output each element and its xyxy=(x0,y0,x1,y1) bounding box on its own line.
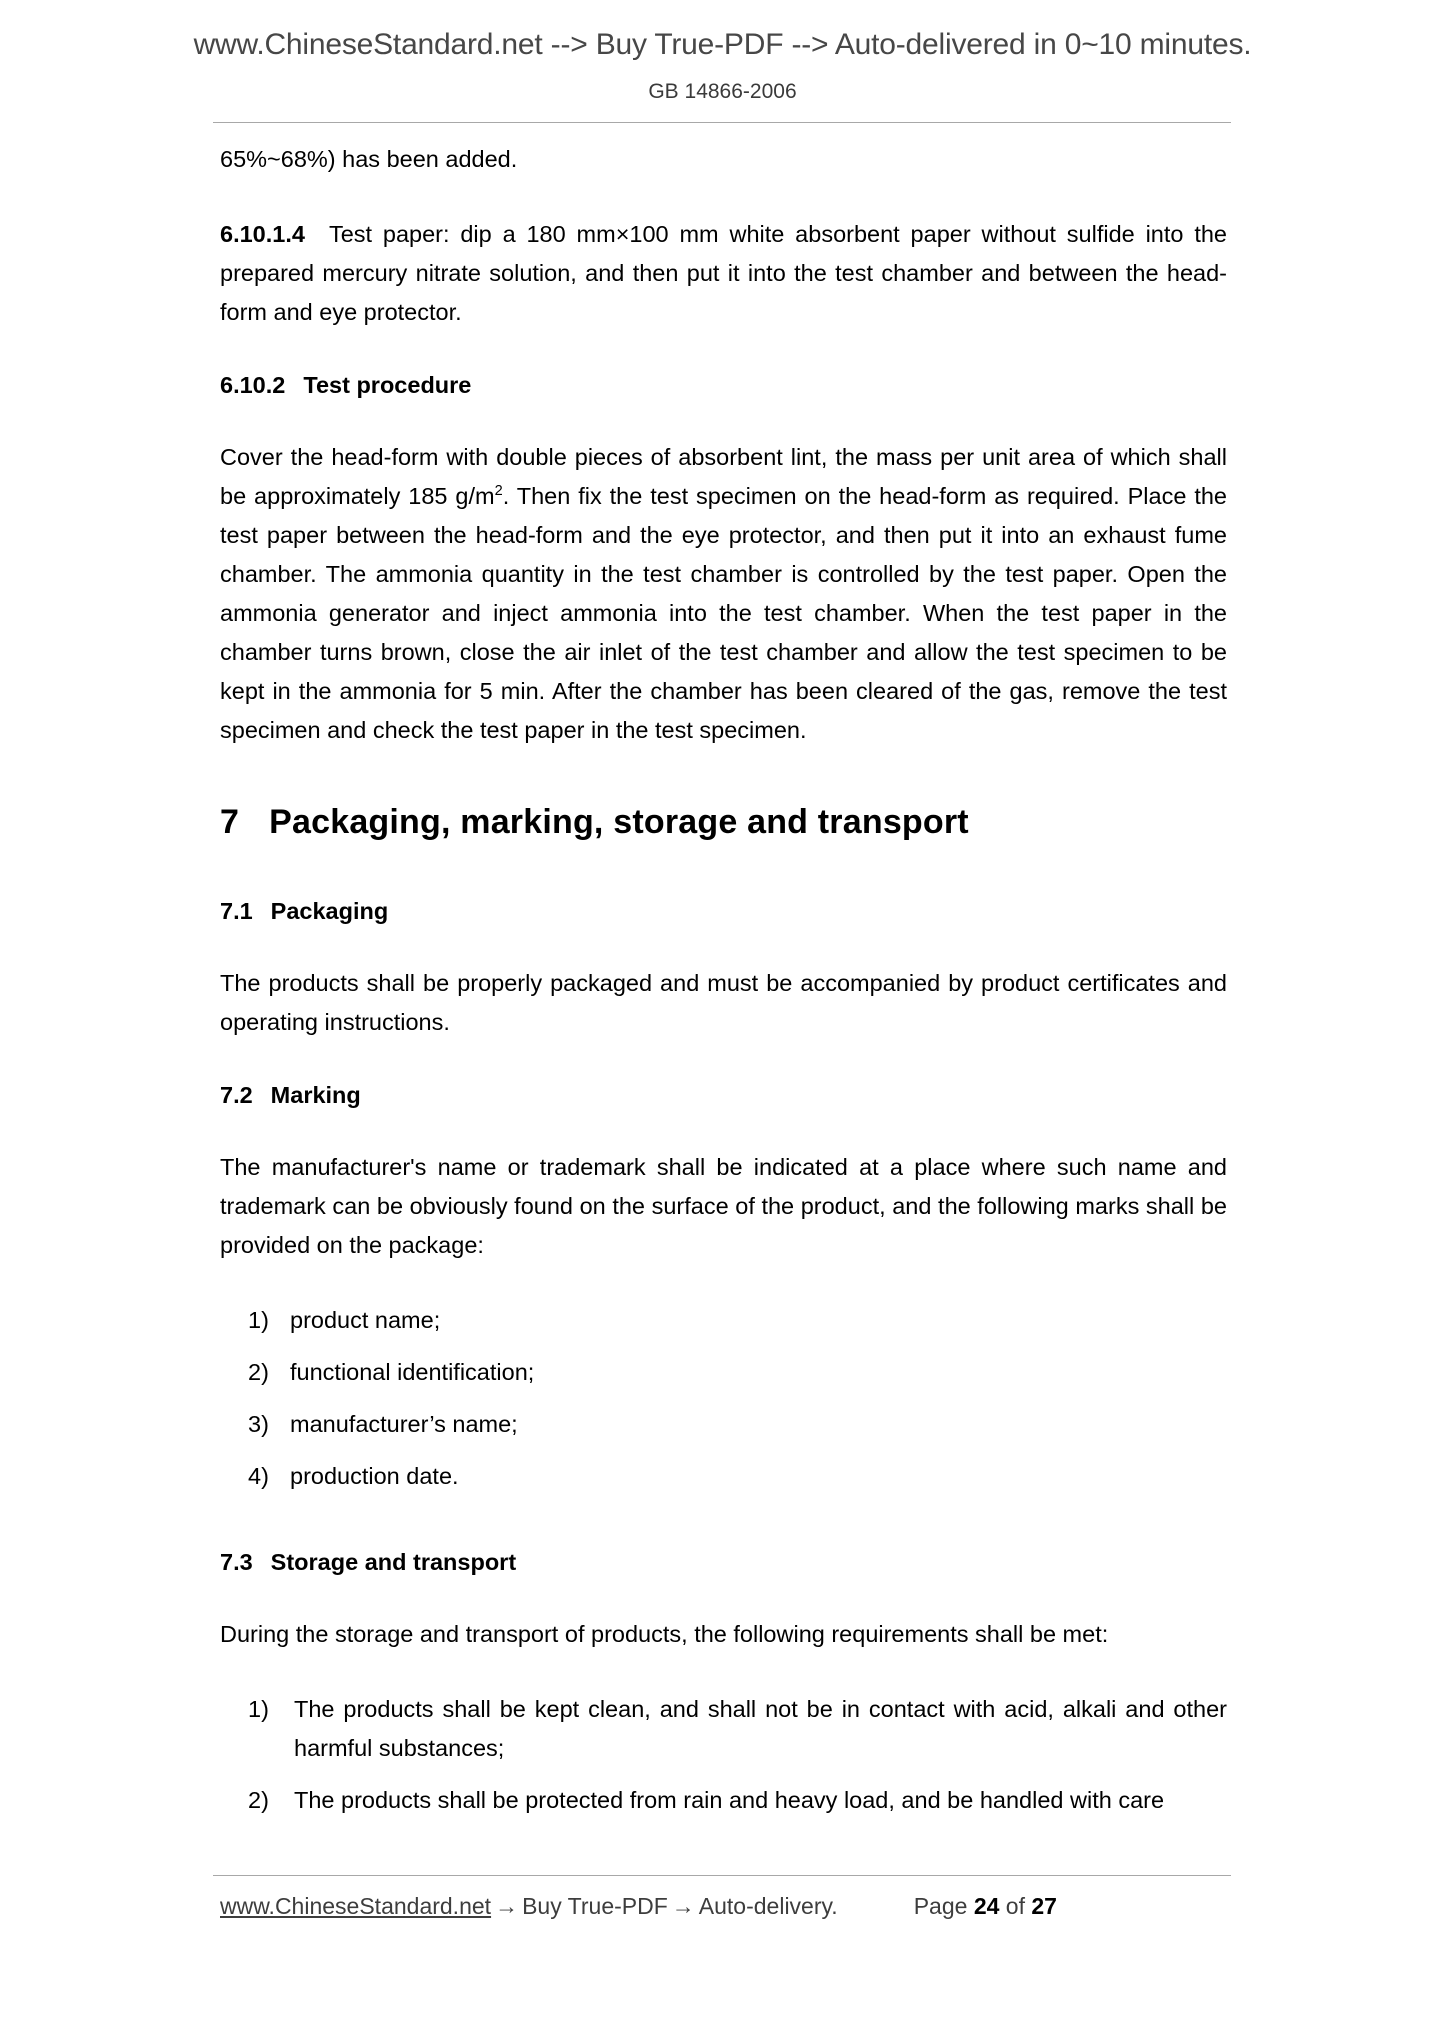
clause-6-10-1-4-paragraph xyxy=(220,215,1227,332)
clause-6-10-2-paragraph xyxy=(220,438,1227,750)
page-number: 24 xyxy=(973,1893,1000,1919)
list-item-marker: 4) xyxy=(248,1463,269,1489)
list-item-marker: 2) xyxy=(248,1359,269,1385)
header-divider xyxy=(213,122,1231,123)
clause-6-10-2-heading xyxy=(220,368,1227,402)
clause-7-3-title: Storage and transport xyxy=(270,1549,517,1575)
list-item-text: The products shall be protected from rain and heavy load, and be handled with care xyxy=(294,1787,1165,1813)
square-superscript: 2 xyxy=(494,483,503,500)
of-label: of xyxy=(1005,1893,1025,1919)
list-item-text: product name; xyxy=(290,1307,441,1333)
list-item-marker: 3) xyxy=(248,1411,269,1437)
footer-buy-text: Buy True-PDF xyxy=(522,1893,668,1919)
document-content xyxy=(220,140,1227,1833)
clause-7-1-heading xyxy=(220,894,1227,928)
list-item-marker: 1) xyxy=(248,1307,269,1333)
list-item-text: manufacturer’s name; xyxy=(290,1411,518,1437)
clause-7-1-paragraph: The products shall be properly packaged and must be accompanied by product certificates and operating instructions. xyxy=(220,970,1227,1035)
page-indicator xyxy=(914,1893,1057,1920)
footer-delivery-text: Auto-delivery. xyxy=(698,1893,838,1919)
continued-paragraph: 65%~68%) has been added. xyxy=(220,146,518,172)
list-item xyxy=(220,1690,1227,1768)
footer-promo xyxy=(220,1893,838,1920)
clause-7-3-number: 7.3 xyxy=(220,1549,253,1575)
section-7-heading xyxy=(220,800,1227,844)
list-item-text: production date. xyxy=(290,1463,459,1489)
marking-item-list xyxy=(220,1301,1227,1496)
list-item-text: The products shall be kept clean, and shall not be in contact with acid, alkali and other harmful substances; xyxy=(294,1696,1227,1761)
footer-url-link[interactable]: www.ChineseStandard.net xyxy=(220,1893,492,1919)
list-item xyxy=(220,1405,1227,1444)
page-total: 27 xyxy=(1031,1893,1057,1919)
list-item xyxy=(220,1353,1227,1392)
clause-7-1-title: Packaging xyxy=(270,898,389,924)
list-item-marker: 2) xyxy=(248,1787,269,1813)
promo-header-text: www.ChineseStandard.net --> Buy True-PDF --> Auto-delivered in 0~10 minutes. xyxy=(193,28,1252,61)
arrow-right-icon: → xyxy=(671,1893,695,1919)
clause-6-10-2-number: 6.10.2 xyxy=(220,372,286,398)
clause-7-3-paragraph: During the storage and transport of products, the following requirements shall be met: xyxy=(220,1621,1109,1647)
clause-7-2-number: 7.2 xyxy=(220,1082,253,1108)
page-label: Page xyxy=(913,1893,968,1919)
clause-7-3-heading xyxy=(220,1545,1227,1579)
list-item-marker: 1) xyxy=(248,1696,269,1722)
section-7-number: 7 xyxy=(220,803,240,841)
clause-7-2-title: Marking xyxy=(270,1082,361,1108)
test-procedure-text-part1: Cover the head-form with double pieces of absorbent lint, the mass per unit area of which shall be approximately 185 g/m xyxy=(220,444,1227,509)
clause-7-2-paragraph: The manufacturer's name or trademark shall be indicated at a place where such name and trademark can be obviously found on the surface of the product, and the following marks shall be provided on the package: xyxy=(220,1154,1227,1258)
list-item xyxy=(220,1457,1227,1496)
standard-number: GB 14866-2006 xyxy=(648,80,797,103)
clause-7-2-heading xyxy=(220,1078,1227,1112)
list-item-text: functional identification; xyxy=(290,1359,535,1385)
section-7-title: Packaging, marking, storage and transport xyxy=(269,803,969,841)
clause-6-10-1-4-number: 6.10.1.4 xyxy=(220,221,305,247)
list-item xyxy=(220,1781,1227,1820)
page-footer xyxy=(220,1893,1230,1920)
test-procedure-text-part2: . Then fix the test specimen on the head-form as required. Place the test paper between the head-form and the eye protector, and then put it into an exhaust fume chamber. The ammonia quantity in the test chamber is controlled by the test paper. Open the ammonia generator and inject ammonia into the test chamber. When the test paper in the chamber turns brown, close the air inlet of the test chamber and allow the test specimen to be kept in the ammonia for 5 min. After the chamber has been cleared of the gas, remove the test specimen and check the test paper in the test specimen. xyxy=(220,483,1227,743)
clause-6-10-2-title: Test procedure xyxy=(303,372,472,398)
clause-7-1-number: 7.1 xyxy=(220,898,253,924)
clause-6-10-1-4-text: Test paper: dip a 180 mm×100 mm white absorbent paper without sulfide into the prepared mercury nitrate solution, and then put it into the test chamber and between the head-form and eye protector. xyxy=(220,221,1227,325)
list-item xyxy=(220,1301,1227,1340)
footer-divider xyxy=(213,1875,1231,1876)
storage-item-list xyxy=(220,1690,1227,1820)
arrow-right-icon: → xyxy=(495,1893,519,1919)
